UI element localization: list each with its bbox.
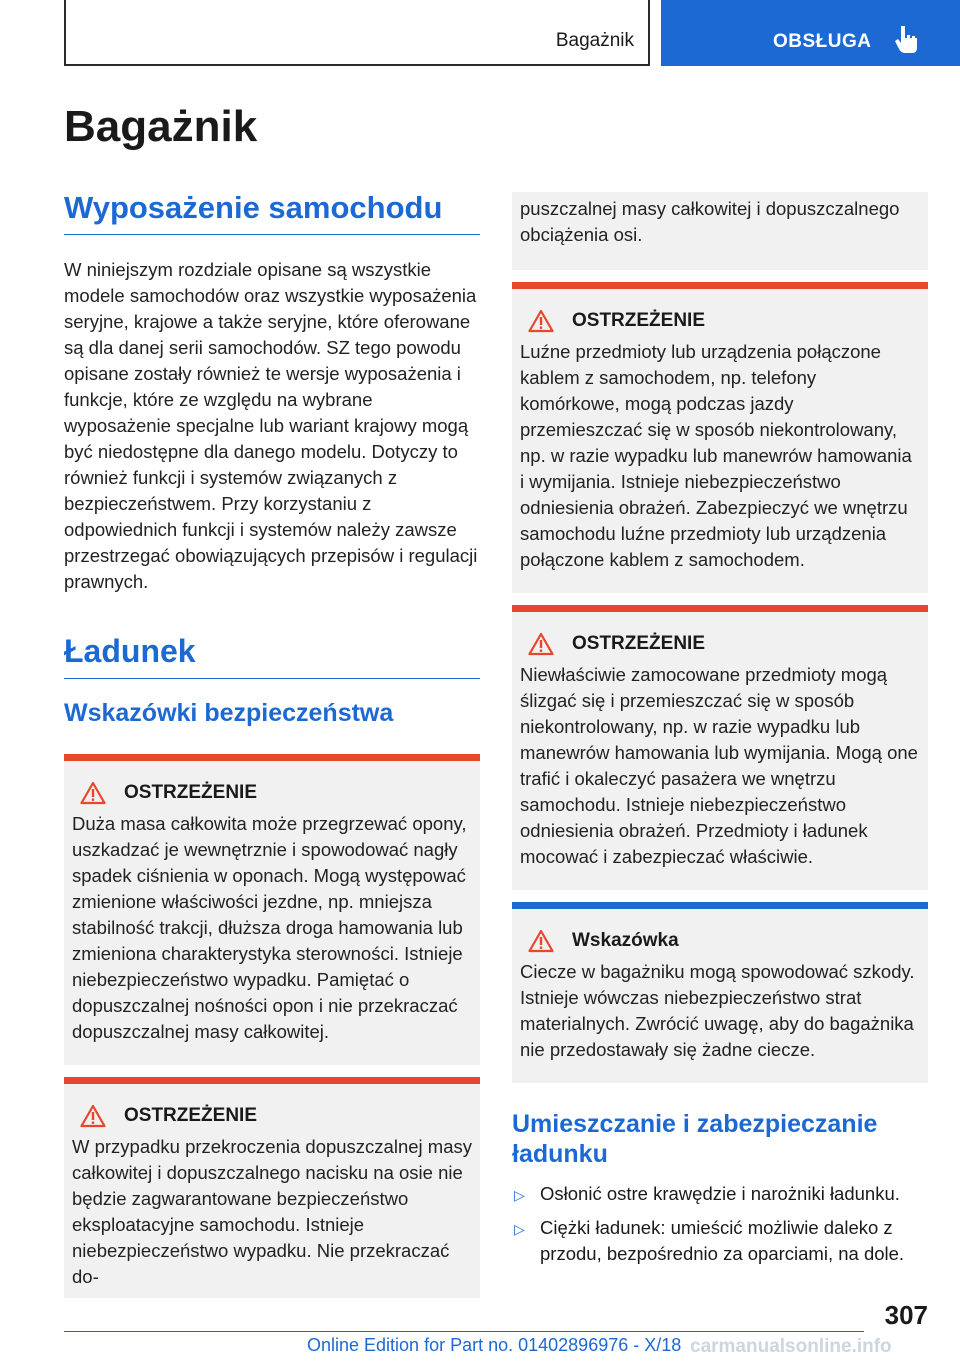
hint-text: Ciecze w bagażniku mogą spowodować szkody. Istnieje wówczas niebezpieczeństwo strat materialnych. Zwrócić uwagę, aby do bagażnika nie przedostawały się żadne ciecze. bbox=[520, 961, 915, 1060]
warning-text: Duża masa całkowita może przegrzewać opony, uszkadzać je wewnętrznie i spowodować nagły spadek ciśnienia w oponach. Mogą występować zmienione właściwości jezdne, np. mniejsza stabilność trakcji, dłuższa droga hamowania lub zmieniona charakterystyka sterowności. Istnieje niebezpieczeństwo wypadku. Pamiętać o dopuszczalnej nośności opon i nie przekraczać dopuszczalnej masy całkowitej. bbox=[72, 813, 467, 1042]
equipment-heading: Wyposażenie samochodu bbox=[64, 190, 480, 235]
list-item-text: Osłonić ostre krawędzie i narożniki ładunku. bbox=[540, 1183, 900, 1204]
list-item bbox=[512, 1181, 928, 1207]
warning-title: OSTRZEŻENIE bbox=[124, 1105, 258, 1126]
warning-triangle-icon bbox=[80, 781, 106, 805]
warning-box-2 bbox=[64, 1077, 480, 1298]
safety-heading: Wskazówki bezpieczeństwa bbox=[64, 699, 394, 727]
header-chapter-label: OBSŁUGA bbox=[773, 31, 872, 52]
right-column bbox=[512, 192, 928, 1275]
warning-text: Niewłaściwie zamocowane przedmioty mogą ślizgać się i przemieszczać się w sposób niekontrolowany, np. w razie wypadku lub manewrów hamowania lub wymijania. Mogą one trafić i okaleczyć pasażera we wnętrzu samochodu. Istnieje niebezpieczeństwo odniesienia obrażeń. Przedmioty i ładunek mocować i zabezpieczać właściwie. bbox=[520, 664, 918, 867]
warning-title: OSTRZEŻENIE bbox=[572, 310, 706, 331]
warning-triangle-icon bbox=[528, 929, 554, 953]
placement-list bbox=[512, 1181, 928, 1267]
warning-box-2-continuation bbox=[512, 192, 928, 270]
warning-head bbox=[72, 781, 472, 805]
header-section-label: Bagażnik bbox=[555, 30, 634, 51]
list-item-text: Ciężki ładunek: umieścić możliwie daleko z przodu, bezpośrednio za oparciami, na dole. bbox=[540, 1217, 905, 1264]
left-column bbox=[64, 190, 480, 1298]
footer-divider bbox=[64, 1331, 864, 1332]
equipment-text: W niniejszym rozdziale opisane są wszystkie modele samochodów oraz wszystkie wyposażenia seryjne, krajowe a także seryjne, które oferowane są dla danej serii samochodów. SZ tego powodu opisane zostały również te wersje wyposażenia i funkcje, które ze względu na wybrane wyposażenie specjalne lub wariant krajowy mogą być niedostępne dla danego modelu. Dotyczy to również funkcji i systemów związanych z bezpieczeństwem. Przy korzystaniu z odpowiednich funkcji i systemów należy zawsze przestrzegać obowiązujących przepisów i regulacji prawnych. bbox=[64, 259, 478, 592]
header-chapter-tab bbox=[661, 0, 960, 66]
warning-box-1 bbox=[64, 754, 480, 1065]
pointing-hand-icon bbox=[895, 24, 921, 54]
cargo-heading: Ładunek bbox=[64, 633, 480, 679]
warning-title: OSTRZEŻENIE bbox=[124, 782, 258, 803]
hint-head bbox=[520, 929, 920, 953]
warning-head bbox=[520, 309, 920, 333]
triangle-bullet-icon: ▷ bbox=[514, 1221, 525, 1237]
list-item bbox=[512, 1215, 928, 1267]
warning-continuation-text: puszczalnej masy całkowitej i dopuszczalnego obciążenia osi. bbox=[520, 198, 900, 245]
watermark: carmanualsonline.info bbox=[690, 1336, 892, 1357]
triangle-bullet-icon: ▷ bbox=[514, 1187, 525, 1203]
hint-title: Wskazówka bbox=[572, 930, 679, 951]
header-section-tab bbox=[64, 0, 650, 66]
warning-title: OSTRZEŻENIE bbox=[572, 633, 706, 654]
warning-head bbox=[72, 1104, 472, 1128]
warning-text: W przypadku przekroczenia dopuszczalnej masy całkowitej i dopuszczalnego nacisku na osie nie będzie zagwarantowane bezpieczeństwo eksploatacyjne samochodu. Istnieje niebezpieczeństwo wypadku. Nie przekraczać do- bbox=[72, 1136, 472, 1287]
warning-head bbox=[520, 632, 920, 656]
warning-box-3 bbox=[512, 282, 928, 593]
page-title: Bagażnik bbox=[64, 102, 258, 151]
placement-heading: Umieszczanie i zabezpieczanie ładunku bbox=[512, 1110, 878, 1168]
warning-triangle-icon bbox=[80, 1104, 106, 1128]
warning-triangle-icon bbox=[528, 309, 554, 333]
hint-box bbox=[512, 902, 928, 1083]
footer-edition: Online Edition for Part no. 01402896976 - X/18 bbox=[307, 1335, 682, 1355]
page-number: 307 bbox=[884, 1300, 928, 1330]
warning-box-4 bbox=[512, 605, 928, 890]
warning-text: Luźne przedmioty lub urządzenia połączone kablem z samochodem, np. telefony komórkowe, mogą podczas jazdy przemieszczać się w sposób niekontrolowany, np. w razie wypadku lub manewrów hamowania i wymijania. Istnieje niebezpieczeństwo odniesienia obrażeń. Zabezpieczyć we wnętrzu samochodu luźne przedmioty lub urządzenia połączone kablem z samochodem. bbox=[520, 341, 912, 570]
warning-triangle-icon bbox=[528, 632, 554, 656]
